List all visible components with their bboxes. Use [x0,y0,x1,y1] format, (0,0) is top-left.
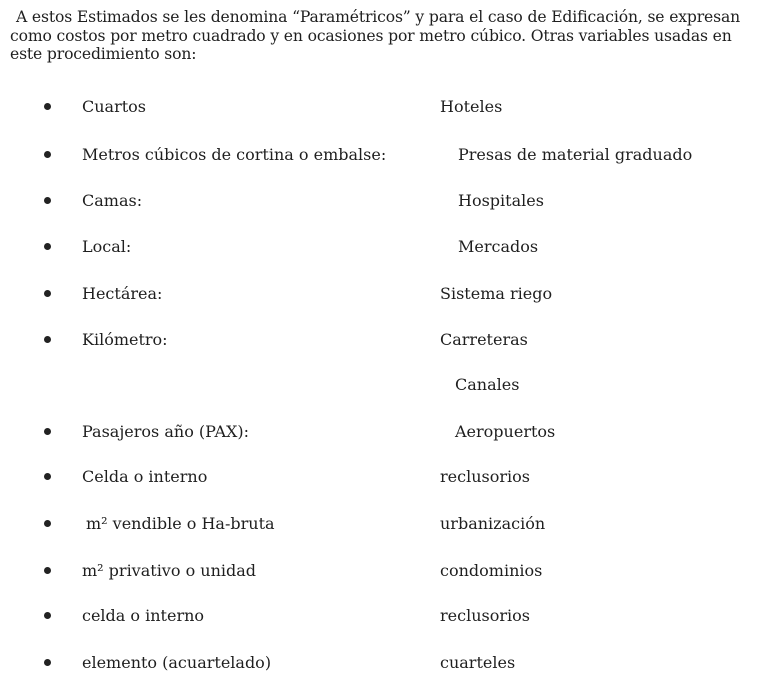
list-item-term: Camas: [82,191,143,210]
list-item-term: m² privativo o unidad [82,561,257,580]
list-item [0,467,757,491]
list-item-continuation [0,375,757,399]
list-item-term: Kilómetro: [82,330,168,349]
list-item-use: Carreteras [440,330,528,349]
list-item [0,145,757,169]
list-item [0,97,757,121]
intro-line-2: como costos por metro cuadrado y en ocasiones por metro cúbico. Otras variables usadas en [10,26,732,45]
list-item-use: cuarteles [440,653,516,672]
bullet-icon [44,336,51,343]
list-item [0,514,757,538]
bullet-icon [44,428,51,435]
intro-line-3: este procedimiento son: [10,45,197,63]
bullet-icon [44,103,51,110]
bullet-icon [44,243,51,250]
bullet-icon [44,520,51,527]
bullet-icon [44,197,51,204]
list-item [0,191,757,215]
list-item-term: Celda o interno [82,467,208,486]
list-item-use: Aeropuertos [455,422,556,441]
list-item-term: elemento (acuartelado) [82,653,272,672]
bullet-icon [44,567,51,574]
list-item [0,653,757,677]
list-item-term: Pasajeros año (PAX): [82,422,250,441]
list-item-term: celda o interno [82,606,205,625]
list-item-use: Presas de material graduado [458,145,693,164]
list-item-use: Hospitales [458,191,544,210]
list-item-term: Hectárea: [82,284,163,303]
list-item-use: Mercados [458,237,539,256]
intro-paragraph [10,8,755,64]
list-item-term: Local: [82,237,132,256]
list-item [0,237,757,261]
list-item-term: Metros cúbicos de cortina o embalse: [82,145,387,164]
list-item-use: Sistema riego [440,284,553,303]
intro-line-1: A estos Estimados se les denomina “Paramétricos” y para el caso de Edificación, se expresan [16,8,741,26]
list-item [0,422,757,446]
list-item [0,284,757,308]
list-item-use: Hoteles [440,97,503,116]
list-item-use: urbanización [440,514,546,533]
list-item [0,330,757,354]
bullet-icon [44,151,51,158]
list-item-use: reclusorios [440,467,530,486]
bullet-icon [44,290,51,297]
bullet-icon [44,659,51,666]
list-item-use: condominios [440,561,543,580]
list-item-term: m² vendible o Ha-bruta [86,514,275,533]
bullet-icon [44,473,51,480]
bullet-icon [44,612,51,619]
list-item [0,606,757,630]
list-item-term: Cuartos [82,97,147,116]
list-item-use: Canales [455,375,520,394]
list-item [0,561,757,585]
list-item-use: reclusorios [440,606,530,625]
